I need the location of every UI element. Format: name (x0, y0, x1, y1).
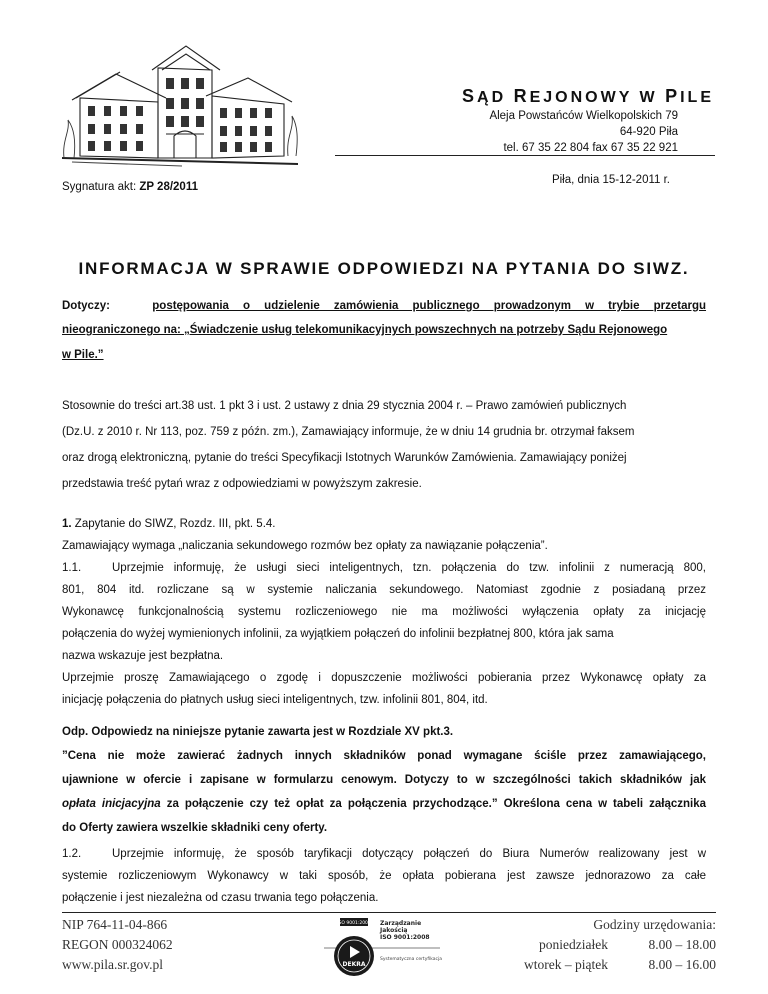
intro-line: oraz drogą elektroniczną, pytanie do treści Specyfikacji Istotnych Warunków Zamówienia. Zamawiający poniżej (62, 452, 627, 464)
svg-text:ISO 9001:2008: ISO 9001:2008 (337, 921, 371, 926)
signature-label: Sygnatura akt: (62, 181, 140, 193)
address-city: 64-920 Piła (619, 126, 678, 138)
answer-1-line: ”Cena nie może zawierać żadnych innych składników ponad wymagane ściśle przez zamawiającego, (62, 750, 706, 762)
answer-1-heading: Odp. Odpowiedz na niniejsze pytanie zawarta jest w Rozdziale XV pkt.3. (62, 726, 454, 738)
case-signature (62, 181, 198, 193)
question-1-1-line: 801, 804 itd. rozliczane są w systemie naliczania sekundowego. Natomiast zgodnie z posiadaną przez (62, 584, 706, 596)
subject-line-2: nieograniczonego na: „Świadczenie usług telekomunikacyjnych powszechnych na potrzeby Sądu Rejonowego (62, 324, 668, 336)
document-date: Piła, dnia 15-12-2011 r. (551, 174, 670, 186)
address-street: Aleja Powstańców Wielkopolskich 79 (489, 110, 678, 122)
office-hours-time: 8.00 – 18.00 (648, 937, 716, 952)
court-building-illustration (62, 40, 298, 170)
question-1-2-line: 1.2. Uprzejmie informuję, że sposób taryfikacji dotyczący połączeń do Biura Numerów realizowany jest w (62, 842, 706, 866)
subject-text-1: postępowania o udzielenie zamówienia publicznego prowadzonym w trybie przetargu (152, 300, 707, 312)
question-1-1-line: połączenia do wyżej wymienionych infolinii, za wyjątkiem połączeń do infolinii bezpłatnej 800, która jak sama (62, 628, 614, 640)
question-1-1-line: 1.1. Uprzejmie informuję, że usługi sieci inteligentnych, tzn. połączenia do tzw. infolinii z numeracją 800, (62, 556, 706, 580)
question-1-1-line: nazwa wskazuje jest bezpłatna. (62, 650, 224, 662)
intro-line: Stosownie do treści art.38 ust. 1 pkt 3 i ust. 2 ustawy z dnia 29 stycznia 2004 r. – Prawo zamówień publicznych (62, 400, 627, 412)
document-title: INFORMACJA W SPRAWIE ODPOWIEDZI NA PYTANIA DO SIWZ. (78, 259, 690, 278)
question-1-1-line: Wykonawcę funkcjonalnością systemu rozliczeniowego nie ma możliwości wyłączenia opłaty za inicjację (62, 606, 706, 618)
subject-line-1 (62, 294, 706, 318)
signature-value: ZP 28/2011 (139, 181, 198, 193)
footer-regon: REGON 000324062 (62, 937, 173, 952)
svg-text:DEKRA: DEKRA (342, 961, 366, 968)
svg-text:Zarządzanie: Zarządzanie (380, 920, 422, 927)
dekra-iso-certificate-logo (322, 912, 442, 984)
footer-website[interactable]: www.pila.sr.gov.pl (62, 957, 163, 972)
court-name: SĄD REJONOWY W PILE (462, 86, 714, 106)
intro-line: (Dz.U. z 2010 r. Nr 113, poz. 759 z późn. zm.), Zamawiający informuje, że w dniu 14 grudnia br. otrzymał faksem (62, 426, 635, 438)
svg-text:Jakością: Jakością (380, 927, 408, 934)
header-divider (335, 155, 715, 156)
question-1-ref: 1. Zapytanie do SIWZ, Rozdz. III, pkt. 5.4. (62, 518, 276, 530)
office-hours-title: Godziny urzędowania: (593, 917, 716, 932)
intro-line: przedstawia treść pytań wraz z odpowiedziami w powyższym zakresie. (62, 478, 422, 490)
question-1-requirement: Zamawiający wymaga „naliczania sekundowego rozmów bez opłaty za nawiązanie połączenia”. (62, 540, 548, 552)
answer-1-line: do Oferty zawiera wszelkie składniki ceny oferty. (62, 822, 328, 834)
svg-text:ISO 9001:2008: ISO 9001:2008 (380, 934, 430, 941)
subject-label: Dotyczy: (62, 300, 110, 312)
item-number: 1.1. (62, 562, 82, 574)
office-hours-time: 8.00 – 16.00 (648, 957, 716, 972)
svg-text:Systematyczna certyfikacja: Systematyczna certyfikacja (380, 957, 442, 962)
office-hours-day: poniedziałek (539, 937, 608, 952)
answer-1-italic-term: opłata inicjacyjna (62, 798, 161, 810)
address-phone-fax: tel. 67 35 22 804 fax 67 35 22 921 (503, 142, 678, 154)
item-number: 1.2. (62, 848, 82, 860)
question-1-request-line: Uprzejmie proszę Zamawiającego o zgodę i dopuszczenie możliwości pobierania przez Wykonawcę opłaty za (62, 672, 706, 684)
question-1-2-line: systemie rozliczeniowym Wykonawcy w taki sposób, że opłata pobierana jest zawsze jednorazowo za całe (62, 870, 706, 882)
answer-1-line: opłata inicjacyjna za połączenie czy też opłat za połączenia przychodzące.” Określona cena w tabeli załącznika (62, 798, 706, 810)
footer-nip: NIP 764-11-04-866 (62, 917, 168, 932)
question-1-number: 1. (62, 518, 72, 530)
question-1-2-line: połączenie i jest niezależna od czasu trwania tego połączenia. (62, 892, 379, 904)
answer-1-line: ujawnione w ofercie i zapisane w formularzu cenowym. Dotyczy to w szczególności takich składników jak (62, 774, 706, 786)
subject-line-3: w Pile.” (62, 349, 104, 361)
office-hours-day: wtorek – piątek (524, 957, 608, 972)
question-1-request-line: inicjację połączenia do płatnych usług sieci inteligentnych, tzw. infolinii 801, 804, itd. (62, 694, 488, 706)
